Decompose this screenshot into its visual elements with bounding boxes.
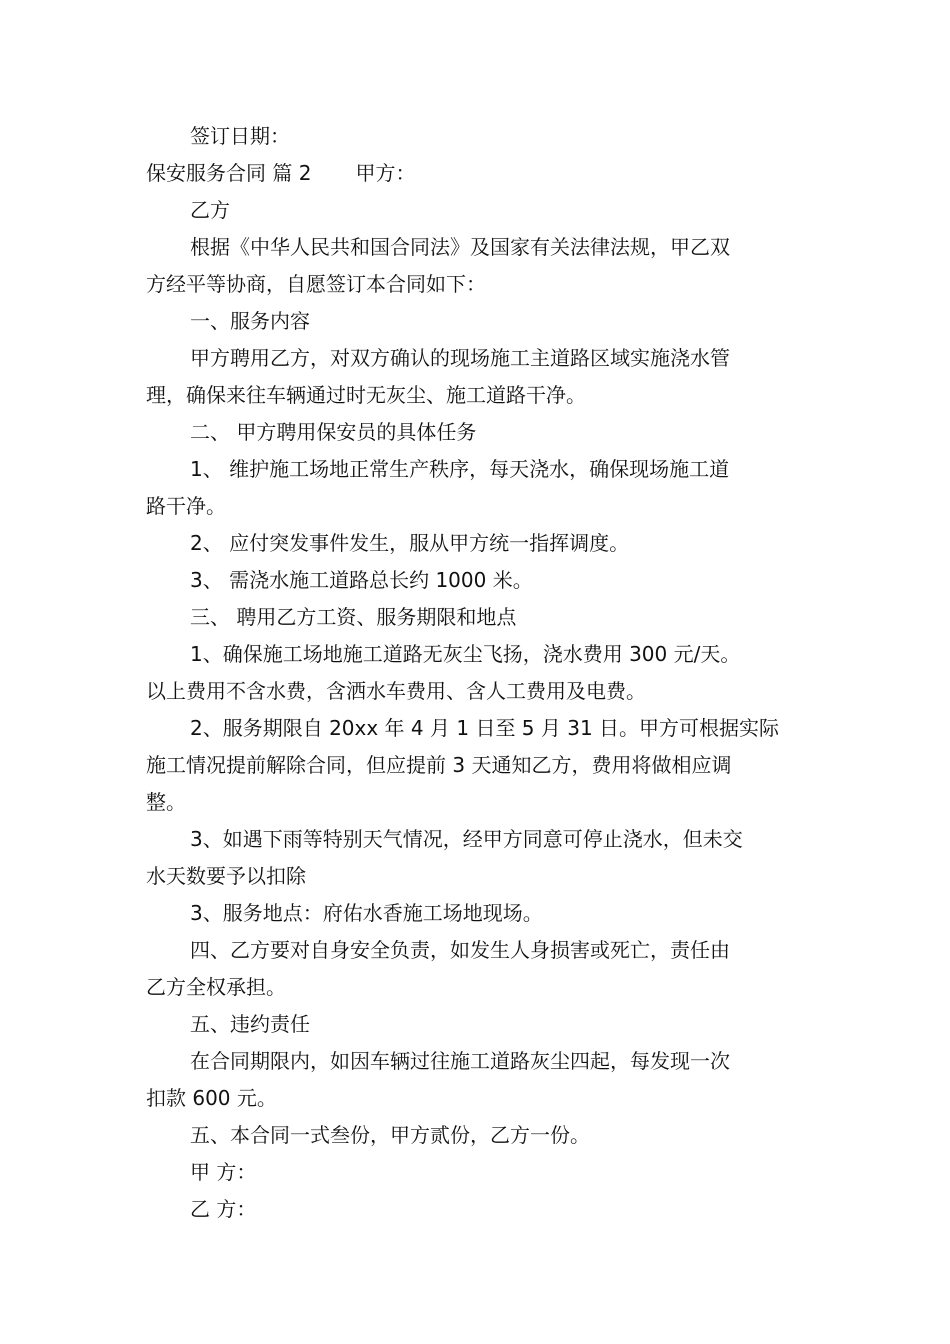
document-line (146, 1117, 818, 1154)
line-text: 根据《中华人民共和国合同法》及国家有关法律法规，甲乙双 (190, 235, 730, 259)
document-line (146, 1043, 818, 1080)
line-text: 方经平等协商，自愿签订本合同如下： (146, 272, 486, 296)
line-text: 3、如遇下雨等特别天气情况，经甲方同意可停止浇水，但未交 (190, 827, 743, 851)
line-text: 扣款 600 元。 (146, 1086, 277, 1110)
document-line (146, 673, 818, 710)
line-text: 签订日期： (190, 124, 290, 148)
document-line (146, 932, 818, 969)
document-line (146, 636, 818, 673)
document-line (146, 488, 818, 525)
line-text: 1、 维护施工场地正常生产秩序，每天浇水，确保现场施工道 (190, 457, 730, 481)
document-line (146, 155, 818, 192)
line-text: 3、服务地点：府佑水香施工场地现场。 (190, 901, 543, 925)
line-text: 乙 方： (190, 1197, 257, 1221)
line-text: 五、本合同一式叁份，甲方贰份，乙方一份。 (190, 1123, 590, 1147)
document-line (146, 377, 818, 414)
line-text: 2、服务期限自 20xx 年 4 月 1 日至 5 月 31 日。甲方可根据实际 (190, 716, 780, 740)
document-line (146, 118, 818, 155)
document-line (146, 1191, 818, 1228)
document-line (146, 229, 818, 266)
document-line (146, 451, 818, 488)
document-line (146, 858, 818, 895)
document-line (146, 525, 818, 562)
line-text: 乙方全权承担。 (146, 975, 286, 999)
line-text: 理，确保来往车辆通过时无灰尘、施工道路干净。 (146, 383, 586, 407)
document-line (146, 562, 818, 599)
document-line (146, 340, 818, 377)
document-line (146, 599, 818, 636)
document-line (146, 1080, 818, 1117)
line-text: 二、 甲方聘用保安员的具体任务 (190, 420, 477, 444)
document-line (146, 710, 818, 747)
line-text: 保安服务合同 篇 2 (146, 161, 312, 185)
document-line (146, 1154, 818, 1191)
document-line (146, 784, 818, 821)
document-line (146, 747, 818, 784)
document-line (146, 414, 818, 451)
line-text: 施工情况提前解除合同，但应提前 3 天通知乙方，费用将做相应调 (146, 753, 732, 777)
line-text: 3、 需浇水施工道路总长约 1000 米。 (190, 568, 533, 592)
line-text: 乙方 (190, 198, 230, 222)
line-text: 一、服务内容 (190, 309, 310, 333)
document-line (146, 1006, 818, 1043)
line-text: 甲方聘用乙方，对双方确认的现场施工主道路区域实施浇水管 (190, 346, 730, 370)
line-text: 三、 聘用乙方工资、服务期限和地点 (190, 605, 517, 629)
document-line (146, 303, 818, 340)
line-text: 水天数要予以扣除 (146, 864, 306, 888)
document-line (146, 895, 818, 932)
line-text: 甲 方： (190, 1160, 257, 1184)
line-text: 整。 (146, 790, 186, 814)
document-line (146, 821, 818, 858)
line-text: 以上费用不含水费，含洒水车费用、含人工费用及电费。 (146, 679, 646, 703)
line-tail-text: 甲方： (355, 161, 416, 185)
line-text: 2、 应付突发事件发生，服从甲方统一指挥调度。 (190, 531, 630, 555)
line-text: 四、乙方要对自身安全负责，如发生人身损害或死亡，责任由 (190, 938, 730, 962)
document-line (146, 969, 818, 1006)
document-body (146, 118, 818, 1228)
line-text: 路干净。 (146, 494, 226, 518)
document-line (146, 192, 818, 229)
line-text: 1、确保施工场地施工道路无灰尘飞扬，浇水费用 300 元/天。 (190, 642, 741, 666)
line-text: 五、违约责任 (190, 1012, 310, 1036)
document-line (146, 266, 818, 303)
line-text: 在合同期限内，如因车辆过往施工道路灰尘四起，每发现一次 (190, 1049, 730, 1073)
